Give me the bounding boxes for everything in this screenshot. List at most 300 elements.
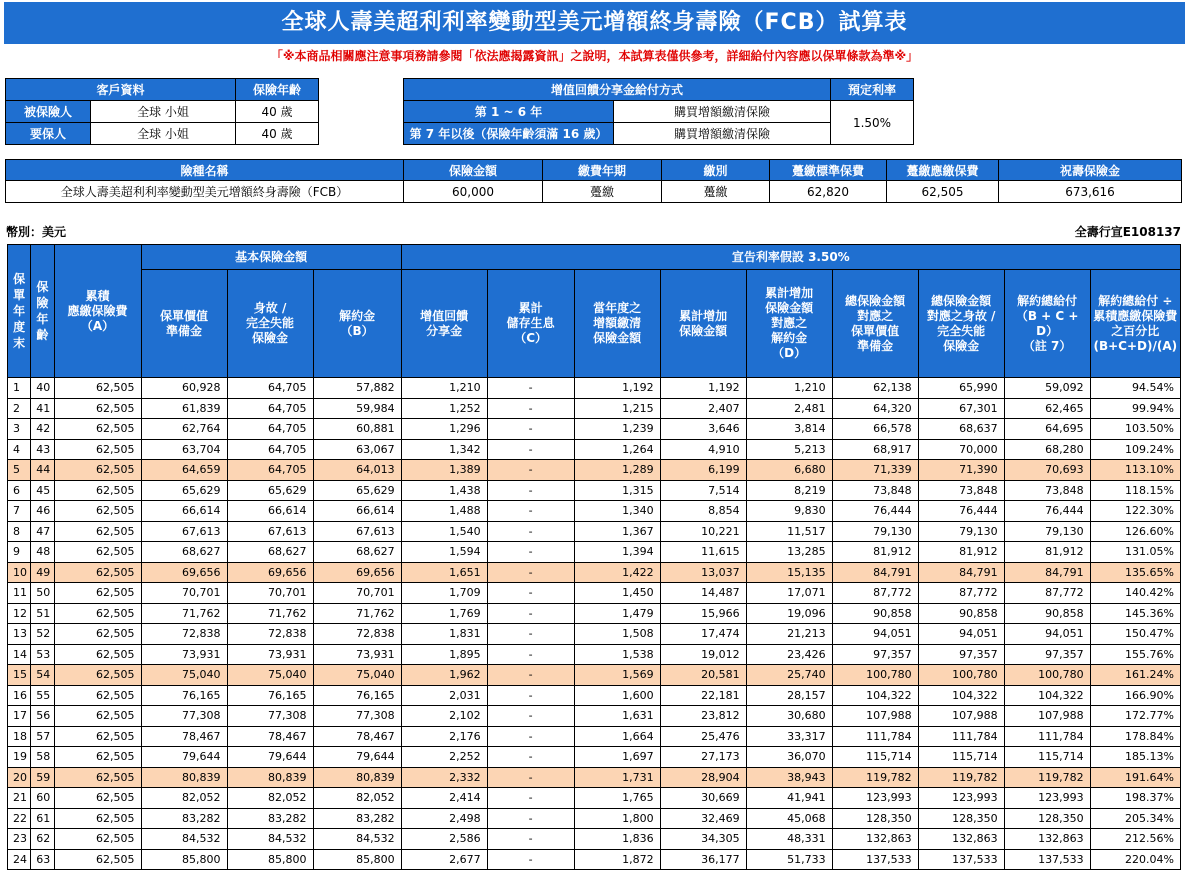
table-cell: 73,931: [141, 644, 227, 665]
table-cell: 62,505: [54, 398, 141, 419]
table-cell: 1,367: [574, 521, 660, 542]
table-cell: 71,390: [918, 460, 1004, 481]
table-cell: 19,012: [660, 644, 746, 665]
table-cell: 79,644: [227, 747, 313, 768]
table-cell: 1,664: [574, 726, 660, 747]
policy-summary-table: [5, 159, 1182, 203]
age-header: 保險年齡: [236, 79, 319, 101]
table-cell: 97,357: [918, 644, 1004, 665]
table-cell: 62,505: [54, 644, 141, 665]
table-cell: 15: [8, 665, 31, 686]
table-cell: -: [487, 665, 574, 686]
table-cell: 76,444: [918, 501, 1004, 522]
table-cell: 62,505: [54, 583, 141, 604]
table-row: [8, 644, 1181, 665]
col-cum-increase: 累計增加 保險金額: [660, 270, 746, 378]
col-dividend: 增值回饋 分享金: [401, 270, 487, 378]
table-cell: -: [487, 460, 574, 481]
col-reserve: 保單價值 準備金: [141, 270, 227, 378]
table-cell: 155.76%: [1090, 644, 1180, 665]
table-cell: 1,315: [574, 480, 660, 501]
table-cell: 71,762: [227, 603, 313, 624]
table-cell: 94,051: [832, 624, 918, 645]
table-cell: 87,772: [1004, 583, 1090, 604]
table-cell: 30,669: [660, 788, 746, 809]
table-cell: 6,680: [746, 460, 832, 481]
table-cell: 8,854: [660, 501, 746, 522]
table-cell: 68,637: [918, 419, 1004, 440]
table-cell: 64,659: [141, 460, 227, 481]
table-cell: 70,701: [227, 583, 313, 604]
table-cell: -: [487, 562, 574, 583]
table-cell: 48: [31, 542, 54, 563]
payout-method-table: [403, 78, 914, 145]
table-cell: 25,740: [746, 665, 832, 686]
table-cell: 69,656: [141, 562, 227, 583]
table-cell: 4,910: [660, 439, 746, 460]
insured-age: 40 歲: [236, 101, 319, 123]
table-cell: 94.54%: [1090, 378, 1180, 399]
table-cell: -: [487, 419, 574, 440]
table-cell: 1,438: [401, 480, 487, 501]
table-cell: 16: [8, 685, 31, 706]
basic-amount-header: 基本保險金額: [141, 245, 401, 270]
table-cell: 123,993: [918, 788, 1004, 809]
proposer-age: 40 歲: [236, 123, 319, 145]
table-cell: 68,627: [227, 542, 313, 563]
table-cell: 123,993: [832, 788, 918, 809]
table-cell: 135.65%: [1090, 562, 1180, 583]
table-cell: 1,210: [746, 378, 832, 399]
table-cell: 13: [8, 624, 31, 645]
table-cell: 185.13%: [1090, 747, 1180, 768]
table-cell: 51: [31, 603, 54, 624]
proposer-label: 要保人: [6, 123, 91, 145]
table-cell: 66,614: [227, 501, 313, 522]
table-cell: 75,040: [227, 665, 313, 686]
table-cell: 56: [31, 706, 54, 727]
table-cell: 62,505: [54, 829, 141, 850]
table-cell: 84,532: [141, 829, 227, 850]
table-cell: 172.77%: [1090, 706, 1180, 727]
table-cell: 77,308: [227, 706, 313, 727]
table-cell: 1,731: [574, 767, 660, 788]
table-cell: 132,863: [1004, 829, 1090, 850]
table-cell: 115,714: [1004, 747, 1090, 768]
table-row: [8, 808, 1181, 829]
table-cell: 3,646: [660, 419, 746, 440]
sum-insured-header: 保險金額: [404, 160, 543, 181]
longevity-benefit: 673,616: [999, 181, 1182, 203]
table-cell: 107,988: [918, 706, 1004, 727]
table-cell: 20: [8, 767, 31, 788]
table-cell: 69,656: [313, 562, 401, 583]
table-cell: 75,040: [141, 665, 227, 686]
table-cell: 70,701: [313, 583, 401, 604]
table-cell: 1: [8, 378, 31, 399]
table-cell: 87,772: [918, 583, 1004, 604]
table-cell: 77,308: [313, 706, 401, 727]
table-cell: 60: [31, 788, 54, 809]
table-cell: 62,505: [54, 439, 141, 460]
plan-name-header: 險種名稱: [6, 160, 404, 181]
table-cell: 104,322: [832, 685, 918, 706]
table-cell: 15,966: [660, 603, 746, 624]
table-row: [8, 542, 1181, 563]
table-cell: -: [487, 849, 574, 870]
table-cell: 1,450: [574, 583, 660, 604]
table-cell: 14: [8, 644, 31, 665]
table-cell: 44: [31, 460, 54, 481]
table-cell: 64,320: [832, 398, 918, 419]
table-cell: 10: [8, 562, 31, 583]
table-cell: 81,912: [918, 542, 1004, 563]
table-cell: 84,532: [313, 829, 401, 850]
table-cell: -: [487, 603, 574, 624]
table-cell: 166.90%: [1090, 685, 1180, 706]
table-cell: 2,586: [401, 829, 487, 850]
table-cell: 59: [31, 767, 54, 788]
table-cell: 150.47%: [1090, 624, 1180, 645]
table-row: [8, 378, 1181, 399]
col-age: 保 險 年 齡: [31, 245, 54, 378]
insured-label: 被保險人: [6, 101, 91, 123]
table-cell: -: [487, 542, 574, 563]
payout-method-2: 購買增額繳清保險: [614, 123, 831, 145]
table-cell: 7: [8, 501, 31, 522]
table-cell: 161.24%: [1090, 665, 1180, 686]
table-cell: 62,505: [54, 665, 141, 686]
table-cell: 140.42%: [1090, 583, 1180, 604]
table-row: [8, 747, 1181, 768]
table-cell: 28,904: [660, 767, 746, 788]
table-cell: 94,051: [918, 624, 1004, 645]
table-cell: 45: [31, 480, 54, 501]
table-row: [8, 849, 1181, 870]
table-cell: 72,838: [227, 624, 313, 645]
table-cell: 2,498: [401, 808, 487, 829]
table-cell: 62,505: [54, 706, 141, 727]
table-row: [8, 460, 1181, 481]
table-cell: 73,848: [1004, 480, 1090, 501]
payment-mode: 躉繳: [662, 181, 770, 203]
payout-method-1: 購買增額繳清保險: [614, 101, 831, 123]
table-cell: 83,282: [313, 808, 401, 829]
table-row: [8, 501, 1181, 522]
payout-method-header: 增值回饋分享金給付方式: [404, 79, 831, 101]
table-cell: 137,533: [1004, 849, 1090, 870]
table-cell: 1,508: [574, 624, 660, 645]
table-cell: 68,627: [141, 542, 227, 563]
table-cell: 45,068: [746, 808, 832, 829]
table-cell: 75,040: [313, 665, 401, 686]
table-cell: 1,296: [401, 419, 487, 440]
table-cell: -: [487, 398, 574, 419]
table-cell: 63: [31, 849, 54, 870]
table-cell: 63,704: [141, 439, 227, 460]
table-cell: 17,071: [746, 583, 832, 604]
table-row: [8, 788, 1181, 809]
table-cell: 1,765: [574, 788, 660, 809]
table-cell: 64,705: [227, 460, 313, 481]
table-cell: 104,322: [1004, 685, 1090, 706]
table-cell: 9,830: [746, 501, 832, 522]
table-cell: -: [487, 583, 574, 604]
table-cell: 84,791: [918, 562, 1004, 583]
table-cell: -: [487, 521, 574, 542]
table-cell: 50: [31, 583, 54, 604]
table-cell: 65,629: [313, 480, 401, 501]
table-cell: 131.05%: [1090, 542, 1180, 563]
table-cell: 57: [31, 726, 54, 747]
table-cell: -: [487, 747, 574, 768]
table-cell: 61,839: [141, 398, 227, 419]
table-cell: -: [487, 624, 574, 645]
table-cell: 1,569: [574, 665, 660, 686]
col-cum-premium: 累積 應繳保險費 （A）: [54, 245, 141, 378]
table-cell: 15,135: [746, 562, 832, 583]
table-cell: 2,677: [401, 849, 487, 870]
table-cell: 49: [31, 562, 54, 583]
table-cell: 80,839: [227, 767, 313, 788]
table-cell: 1,800: [574, 808, 660, 829]
table-cell: 5: [8, 460, 31, 481]
table-cell: 3,814: [746, 419, 832, 440]
table-cell: -: [487, 480, 574, 501]
table-row: [8, 562, 1181, 583]
table-cell: 1,697: [574, 747, 660, 768]
table-cell: 28,157: [746, 685, 832, 706]
table-cell: 1,631: [574, 706, 660, 727]
table-cell: 46: [31, 501, 54, 522]
table-cell: 76,165: [141, 685, 227, 706]
table-row: [8, 665, 1181, 686]
longevity-benefit-header: 祝壽保險金: [999, 160, 1182, 181]
table-cell: 80,839: [141, 767, 227, 788]
col-surrender-value: 解約金 （B）: [313, 270, 401, 378]
table-cell: 1,836: [574, 829, 660, 850]
table-cell: 119,782: [918, 767, 1004, 788]
table-cell: -: [487, 706, 574, 727]
table-cell: 79,644: [141, 747, 227, 768]
table-cell: 42: [31, 419, 54, 440]
table-cell: 62,138: [832, 378, 918, 399]
table-cell: 6: [8, 480, 31, 501]
table-cell: 47: [31, 521, 54, 542]
table-cell: 17: [8, 706, 31, 727]
payable-premium-header: 躉繳應繳保費: [887, 160, 999, 181]
table-cell: 2,332: [401, 767, 487, 788]
standard-premium-header: 躉繳標準保費: [770, 160, 887, 181]
table-cell: 62,505: [54, 521, 141, 542]
table-cell: 81,912: [1004, 542, 1090, 563]
payable-premium: 62,505: [887, 181, 999, 203]
table-row: [8, 767, 1181, 788]
table-cell: 62,465: [1004, 398, 1090, 419]
table-cell: 137,533: [918, 849, 1004, 870]
table-cell: 76,165: [227, 685, 313, 706]
table-cell: 59,984: [313, 398, 401, 419]
table-cell: 1,895: [401, 644, 487, 665]
table-cell: 62,505: [54, 808, 141, 829]
table-cell: 83,282: [227, 808, 313, 829]
table-cell: 18: [8, 726, 31, 747]
table-cell: 1,540: [401, 521, 487, 542]
table-cell: 62,505: [54, 685, 141, 706]
table-cell: -: [487, 378, 574, 399]
table-cell: 69,656: [227, 562, 313, 583]
table-cell: 100,780: [832, 665, 918, 686]
table-cell: 68,917: [832, 439, 918, 460]
table-cell: 2,481: [746, 398, 832, 419]
table-cell: 19: [8, 747, 31, 768]
table-cell: 2,414: [401, 788, 487, 809]
table-cell: 77,308: [141, 706, 227, 727]
table-cell: 122.30%: [1090, 501, 1180, 522]
table-cell: 90,858: [832, 603, 918, 624]
table-cell: 62,505: [54, 419, 141, 440]
table-cell: 1,651: [401, 562, 487, 583]
table-cell: 21,213: [746, 624, 832, 645]
table-cell: 113.10%: [1090, 460, 1180, 481]
table-cell: 84,532: [227, 829, 313, 850]
table-cell: 78,467: [227, 726, 313, 747]
document-code: 全壽行宣E108137: [1074, 225, 1181, 239]
table-cell: 111,784: [1004, 726, 1090, 747]
table-cell: 22: [8, 808, 31, 829]
table-row: [8, 829, 1181, 850]
col-total-reserve: 總保險金額 對應之 保單價值 準備金: [832, 270, 918, 378]
table-cell: 67,613: [141, 521, 227, 542]
table-cell: 43: [31, 439, 54, 460]
table-cell: 72,838: [141, 624, 227, 645]
insured-name: 全球 小姐: [91, 101, 236, 123]
sum-insured: 60,000: [404, 181, 543, 203]
proposer-name: 全球 小姐: [91, 123, 236, 145]
table-cell: 62,505: [54, 480, 141, 501]
table-cell: 79,130: [1004, 521, 1090, 542]
table-cell: -: [487, 726, 574, 747]
table-cell: 76,165: [313, 685, 401, 706]
table-cell: -: [487, 767, 574, 788]
table-cell: 1,488: [401, 501, 487, 522]
table-cell: 2,407: [660, 398, 746, 419]
table-cell: 1,831: [401, 624, 487, 645]
table-cell: 72,838: [313, 624, 401, 645]
table-cell: 84,791: [832, 562, 918, 583]
rate-header: 預定利率: [831, 79, 914, 101]
table-cell: 82,052: [141, 788, 227, 809]
table-cell: 65,629: [141, 480, 227, 501]
table-cell: 123,993: [1004, 788, 1090, 809]
table-cell: 34,305: [660, 829, 746, 850]
table-row: [8, 521, 1181, 542]
table-cell: 62,505: [54, 603, 141, 624]
table-cell: 62,505: [54, 460, 141, 481]
table-cell: 73,931: [227, 644, 313, 665]
table-cell: 51,733: [746, 849, 832, 870]
table-cell: 2,031: [401, 685, 487, 706]
col-surrender-ratio: 解約總給付 ÷ 累積應繳保險費 之百分比 (B+C+D)/(A): [1090, 270, 1180, 378]
table-cell: -: [487, 829, 574, 850]
col-total-death: 總保險金額 對應之身故 / 完全失能 保險金: [918, 270, 1004, 378]
table-cell: 128,350: [918, 808, 1004, 829]
table-cell: 64,705: [227, 398, 313, 419]
table-cell: 1,192: [574, 378, 660, 399]
declared-rate-header: 宣告利率假設 3.50%: [401, 245, 1180, 270]
table-cell: 65,629: [227, 480, 313, 501]
table-cell: 71,762: [313, 603, 401, 624]
table-cell: 32,469: [660, 808, 746, 829]
table-cell: 13,285: [746, 542, 832, 563]
table-cell: 78,467: [141, 726, 227, 747]
table-cell: 36,070: [746, 747, 832, 768]
table-cell: 111,784: [918, 726, 1004, 747]
table-cell: 66,578: [832, 419, 918, 440]
payment-term: 躉繳: [543, 181, 662, 203]
table-cell: 71,762: [141, 603, 227, 624]
table-cell: 67,301: [918, 398, 1004, 419]
table-cell: 59,092: [1004, 378, 1090, 399]
payment-mode-header: 繳別: [662, 160, 770, 181]
table-cell: 8: [8, 521, 31, 542]
table-cell: 1,594: [401, 542, 487, 563]
table-cell: 3: [8, 419, 31, 440]
table-cell: -: [487, 808, 574, 829]
table-cell: 62,505: [54, 849, 141, 870]
table-cell: 70,693: [1004, 460, 1090, 481]
table-cell: 36,177: [660, 849, 746, 870]
table-cell: 104,322: [918, 685, 1004, 706]
table-cell: 68,280: [1004, 439, 1090, 460]
table-cell: 1,215: [574, 398, 660, 419]
illustration-rows: [8, 378, 1181, 870]
table-cell: 64,013: [313, 460, 401, 481]
table-cell: 17,474: [660, 624, 746, 645]
table-row: [8, 480, 1181, 501]
table-cell: 79,130: [918, 521, 1004, 542]
table-cell: 1,289: [574, 460, 660, 481]
table-cell: 64,705: [227, 439, 313, 460]
table-cell: 78,467: [313, 726, 401, 747]
table-cell: 90,858: [918, 603, 1004, 624]
table-cell: 67,613: [227, 521, 313, 542]
table-cell: 41,941: [746, 788, 832, 809]
table-cell: 85,800: [313, 849, 401, 870]
table-cell: 1,394: [574, 542, 660, 563]
table-cell: 1,538: [574, 644, 660, 665]
table-cell: 87,772: [832, 583, 918, 604]
table-row: [8, 726, 1181, 747]
table-cell: 111,784: [832, 726, 918, 747]
table-cell: 100,780: [918, 665, 1004, 686]
table-cell: 13,037: [660, 562, 746, 583]
table-cell: 73,848: [832, 480, 918, 501]
table-cell: 25,476: [660, 726, 746, 747]
col-cum-interest: 累計 儲存生息 （C）: [487, 270, 574, 378]
table-cell: 64,705: [227, 378, 313, 399]
table-cell: 103.50%: [1090, 419, 1180, 440]
table-cell: 65,990: [918, 378, 1004, 399]
table-cell: 62: [31, 829, 54, 850]
table-cell: 107,988: [832, 706, 918, 727]
table-cell: 53: [31, 644, 54, 665]
table-cell: 62,505: [54, 747, 141, 768]
table-cell: -: [487, 788, 574, 809]
table-cell: 9: [8, 542, 31, 563]
table-cell: 1,389: [401, 460, 487, 481]
table-row: [8, 439, 1181, 460]
